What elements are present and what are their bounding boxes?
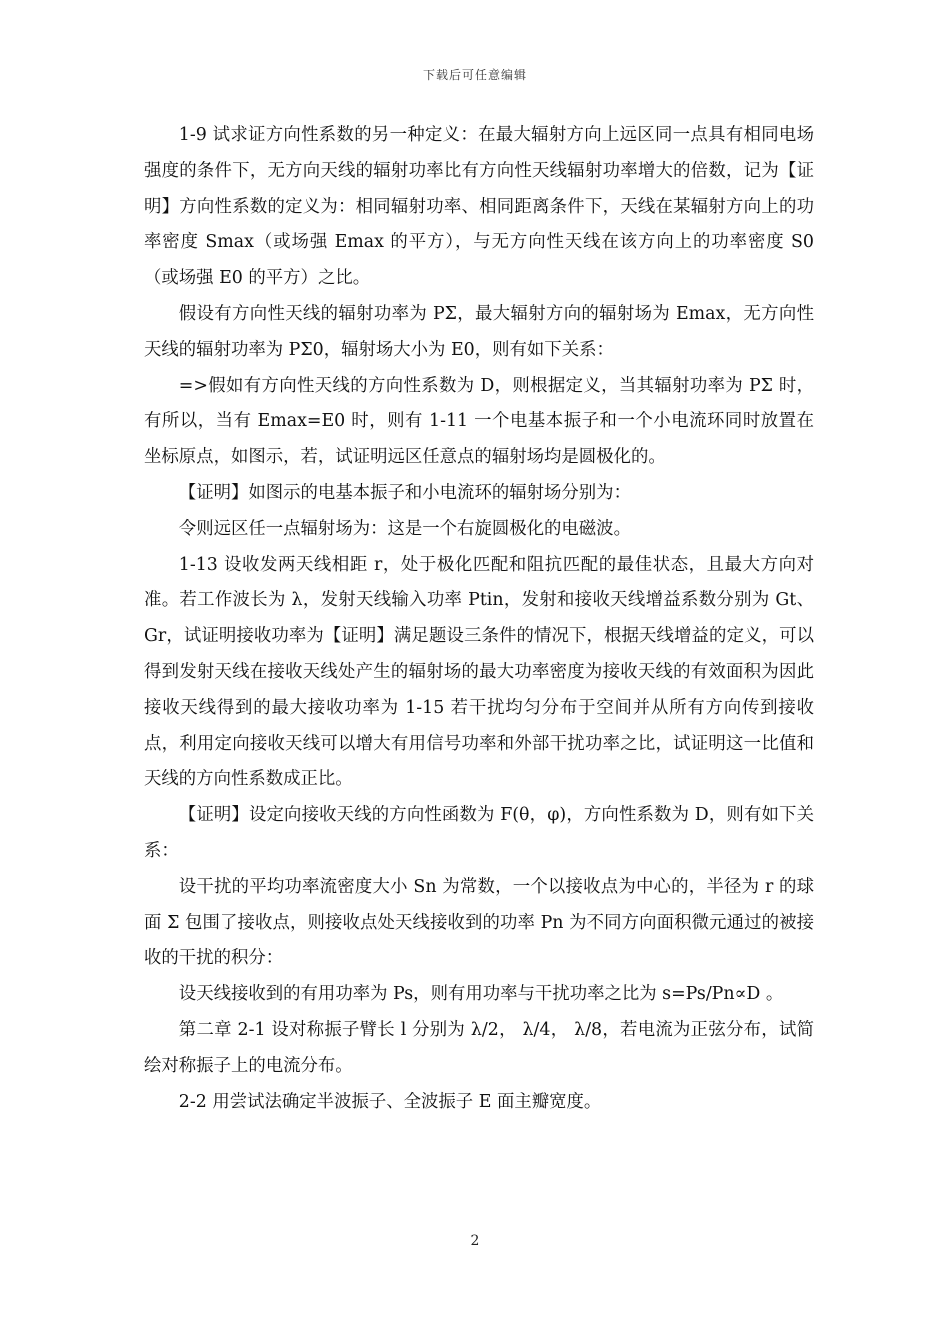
paragraph: 1-9 试求证方向性系数的另一种定义：在最大辐射方向上远区同一点具有相同电场强度的条件下，无方向天线的辐射功率比有方向性天线辐射功率增大的倍数，记为【证明】方向性系数的定义为：相同辐射功率、相同距离条件下，天线在某辐射方向上的功率密度 Smax（或场强 Emax 的平方），与无方向性天线在该方向上的功率密度 S0（或场强 E0 的平方）之比。 <box>144 125 814 289</box>
paragraph: 第二章 2-1 设对称振子臂长 l 分别为 λ/2， λ/4， λ/8，若电流为正弦分布，试简绘对称振子上的电流分布。 <box>144 1019 814 1076</box>
paragraph: 设干扰的平均功率流密度大小 Sn 为常数，一个以接收点为中心的，半径为 r 的球面 Σ 包围了接收点，则接收点处天线接收到的功率 Pn 为不同方向面积微元通过的被接收的干扰的积分： <box>144 876 814 969</box>
paragraph: 假设有方向性天线的辐射功率为 PΣ，最大辐射方向的辐射场为 Emax，无方向性天线的辐射功率为 PΣ0，辐射场大小为 E0，则有如下关系： <box>144 303 814 360</box>
paragraph: =>假如有方向性天线的方向性系数为 D，则根据定义，当其辐射功率为 PΣ 时，有所以，当有 Emax=E0 时，则有 1-11 一个电基本振子和一个小电流环同时放置在坐标原点，如图示，若，试证明远区任意点的辐射场均是圆极化的。 <box>144 375 814 468</box>
paragraph: 令则远区任一点辐射场为：这是一个右旋圆极化的电磁波。 <box>178 518 631 539</box>
paragraph: 【证明】设定向接收天线的方向性函数为 F(θ，φ)，方向性系数为 D，则有如下关系： <box>144 805 814 861</box>
page-header: 下载后可任意编辑 <box>422 68 527 82</box>
paragraph: 设天线接收到的有用功率为 Ps，则有用功率与干扰功率之比为 s=Ps/Pn∝D 。 <box>178 984 784 1005</box>
page-number: 2 <box>470 1233 480 1249</box>
paragraph: 【证明】如图示的电基本振子和小电流环的辐射场分别为： <box>178 482 631 503</box>
paragraph: 2-2 用尝试法确定半波振子、全波振子 E 面主瓣宽度。 <box>178 1091 602 1112</box>
document-body <box>144 118 814 1120</box>
paragraph: 1-13 设收发两天线相距 r，处于极化匹配和阻抗匹配的最佳状态，且最大方向对准。若工作波长为 λ，发射天线输入功率 Ptin，发射和接收天线增益系数分别为 Gt、Gr，试证明接收功率为【证明】满足题设三条件的情况下，根据天线增益的定义，可以得到发射天线在接收天线处产生的辐射场的最大功率密度为接收天线的有效面积为因此接收天线得到的最大接收功率为 1-15 若干扰均匀分布于空间并从所有方向传到接收点，利用定向接收天线可以增大有用信号功率和外部干扰功率之比，试证明这一比值和天线的方向性系数成正比。 <box>144 554 814 790</box>
